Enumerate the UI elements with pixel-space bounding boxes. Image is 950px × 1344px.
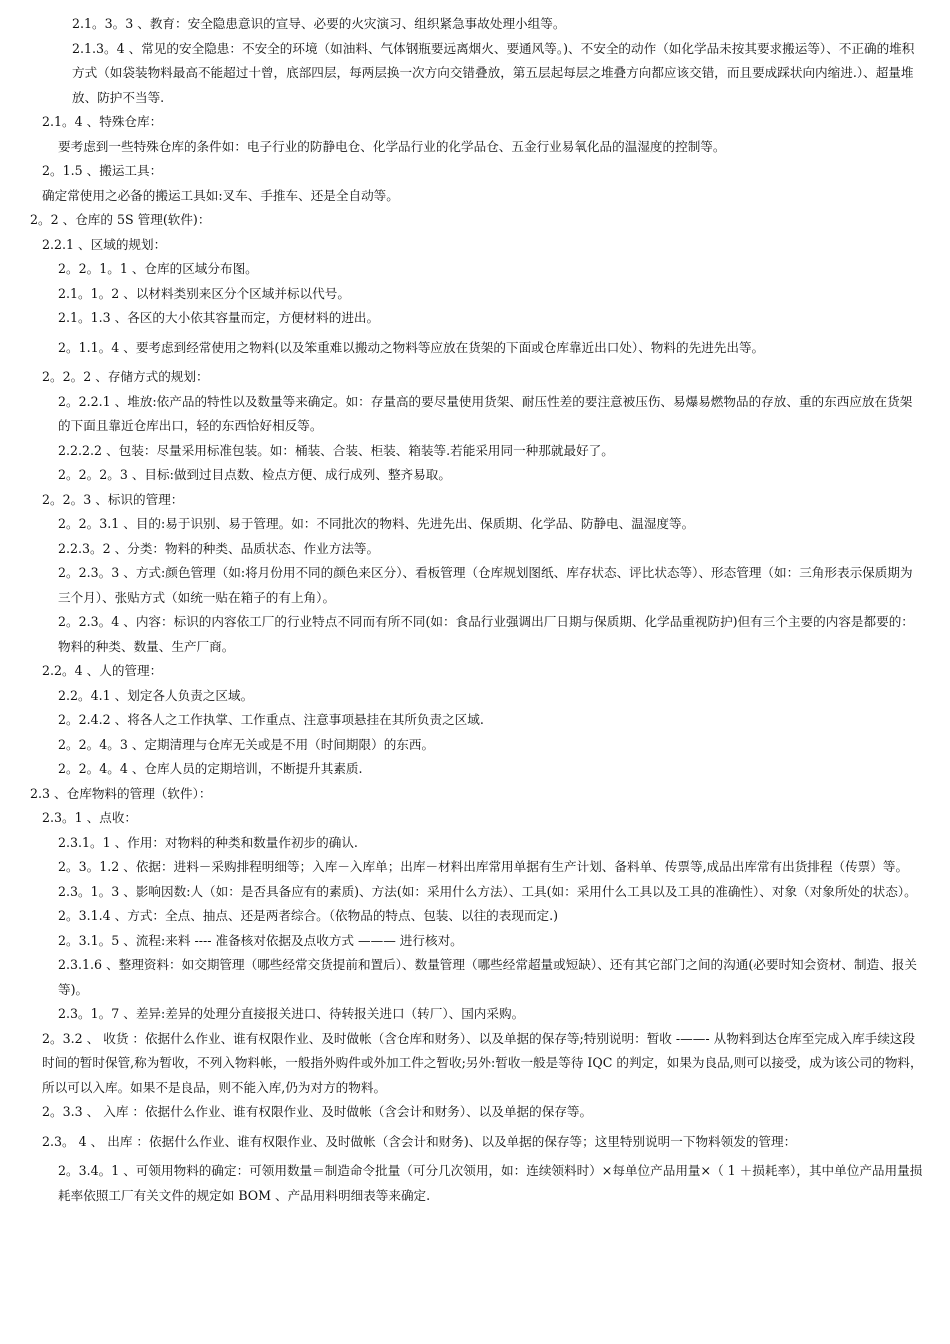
- paragraph: 2。2。2 、存储方式的规划：: [42, 369, 209, 384]
- paragraph: 2。2.3。4 、内容：标识的内容依工厂的行业特点不同而有所不同(如：食品行业强调出厂日期与保质期、化学品重视防护)但有三个主要的内容是都要的：物料的种类、数量、生产厂商。: [58, 614, 914, 654]
- paragraph: 2。3.4。1 、可领用物料的确定：可领用数量＝制造命令批量（可分几次领用，如：连续领料时）×每单位产品用量×（ 1 ＋损耗率），其中单位产品用量损耗率依照工厂有关文件的规定如 BOM 、产品用料明细表等来确定.: [58, 1163, 923, 1203]
- paragraph: 2。3。1.2 、依据：进料－采购排程明细等；入库－入库单；出库－材料出库常用单据有生产计划、备料单、传票等,成品出库常有出货排程（传票）等。: [58, 859, 909, 874]
- paragraph: 2.3。1 、点收：: [42, 810, 138, 825]
- paragraph: 要考虑到一些特殊仓库的条件如：电子行业的防静电仓、化学品行业的化学品仓、五金行业易氧化品的温湿度的控制等。: [58, 138, 726, 154]
- paragraph: 2。2。3.1 、目的:易于识别、易于管理。如：不同批次的物料、先进先出、保质期、化学品、防静电、温湿度等。: [58, 516, 695, 531]
- paragraph: 2.2。4.1 、划定各人负责之区域。: [58, 687, 254, 703]
- paragraph: 2。2。1。1 、仓库的区域分布图。: [58, 261, 258, 276]
- paragraph: 2.1.3。4 、常见的安全隐患：不安全的环境（如油料、气体钢瓶要远离烟火、要通风等。)、不安全的动作（如化学品未按其要求搬运等）、不正确的堆积方式（如袋装物料最高不能超过十曾，底部四层，每两层换一次方向交错叠放，第五层起每层之堆叠方向都应该交错，而且要成踩状向内缩进.）、超量堆放、防护不当等.: [72, 40, 915, 105]
- paragraph: 2.1。1。2 、以材料类别来区分个区域并标以代号。: [58, 285, 350, 301]
- paragraph: 2。2.4.2 、将各人之工作执掌、工作重点、注意事项悬挂在其所负责之区域.: [58, 712, 484, 727]
- paragraph: 2。2。3 、标识的管理：: [42, 491, 184, 507]
- paragraph: 2.1。3。3 、教育：安全隐患意识的宣导、必要的火灾演习、组织紧急事故处理小组等。: [72, 16, 566, 31]
- paragraph: 2。2。2。3 、目标:做到过目点数、检点方便、成行成列、整齐易取。: [58, 467, 451, 482]
- paragraph: 2.3.1.6 、整理资料：如交期管理（哪些经常交货提前和置后）、数量管理（哪些经常超量或短缺）、还有其它部门之间的沟通(必要时知会资材、制造、报关等)。: [58, 957, 917, 997]
- paragraph: 2。3.3 、 入库 ：依据什么作业、谁有权限作业、及时做帐（含会计和财务）、以及单据的保存等。: [42, 1104, 593, 1119]
- paragraph: 2。1.5 、搬运工具：: [42, 163, 163, 178]
- paragraph: 2。1.1。4 、要考虑到经常使用之物料(以及笨重难以搬动之物料等应放在货架的下面或仓库靠近出口处）、物料的先进先出等。: [58, 339, 765, 355]
- paragraph: 2.2。4 、人的管理：: [42, 663, 163, 678]
- paragraph: 2。2.2.1 、堆放:依产品的特性以及数量等来确定。如：存量高的要尽量使用货架、耐压性差的要注意被压伤、易爆易燃物品的存放、重的东西应放在货架的下面且靠近仓库出口，轻的东西恰好相反等。: [58, 393, 913, 433]
- paragraph: 2。2。4。4 、仓库人员的定期培训，不断提升其素质.: [58, 761, 363, 776]
- paragraph: 2.2.2.2 、包装：尽量采用标准包装。如：桶装、合装、柜装、箱装等.若能采用同一种那就最好了。: [58, 442, 614, 458]
- paragraph: 2.3 、仓库物料的管理（软件）：: [30, 785, 212, 801]
- paragraph: 2.1。4 、特殊仓库：: [42, 114, 163, 129]
- paragraph: 2.2.1 、区域的规划：: [42, 236, 167, 252]
- paragraph: 2.1。1.3 、各区的大小依其容量而定，方便材料的进出。: [58, 310, 380, 325]
- paragraph: 2.2.3。2 、分类：物料的种类、品质状态、作业方法等。: [58, 540, 380, 556]
- paragraph: 2。2.3。3 、方式:颜色管理（如:将月份用不同的颜色来区分）、看板管理（仓库规划图纸、库存状态、评比状态等）、形态管理（如：三角形表示保质期为三个月）、张贴方式（如统一贴在箱子的有上角）。: [58, 565, 913, 605]
- paragraph: 2。3.2 、 收货 ：依据什么作业、谁有权限作业、及时做帐（含仓库和财务）、以及单据的保存等;特别说明：暂收 -——- 从物料到达仓库至完成入库手续这段时间的暂时保管,称为暂收，不列入物料帐，一般指外购件或外加工件之暂收;另外:暂收一般是等待 IQC 的判定，如果为良品,则可以接受，成为该公司的物料，所以可以入库。如果不是良品，则不能入库,仍为对方的物料。: [42, 1030, 923, 1095]
- paragraph: 2。2 、仓库的 5S 管理(软件)：: [30, 212, 211, 227]
- paragraph: 2.3。1。7 、差异:差异的处理分直接报关进口、待转报关进口（转厂）、国内采购。: [58, 1006, 525, 1021]
- paragraph: 2.3。1。3 、影响因数:人（如：是否具备应有的素质)、方法(如：采用什么方法）、工具(如：采用什么工具以及工具的准确性）、对象（对象所处的状态）。: [58, 883, 917, 899]
- paragraph: 2。3.1.4 、方式：全点、抽点、还是两者综合。（依物品的特点、包装、以往的表现而定.): [58, 908, 559, 923]
- paragraph: 2.3。 4 、 出库 ：依据什么作业、谁有权限作业、及时做帐（含会计和财务)、以及单据的保存等；这里特别说明一下物料领发的管理：: [42, 1133, 797, 1149]
- paragraph: 2。3.1。5 、流程:来料 ---- 准备核对依据及点收方式 ——— 进行核对。: [58, 932, 463, 948]
- paragraph: 确定常使用之必备的搬运工具如:叉车、手推车、还是全自动等。: [42, 187, 399, 203]
- paragraph: 2。2。4。3 、定期清理与仓库无关或是不用（时间期限）的东西。: [58, 736, 435, 752]
- paragraph: 2.3.1。1 、作用：对物料的种类和数量作初步的确认.: [58, 834, 358, 850]
